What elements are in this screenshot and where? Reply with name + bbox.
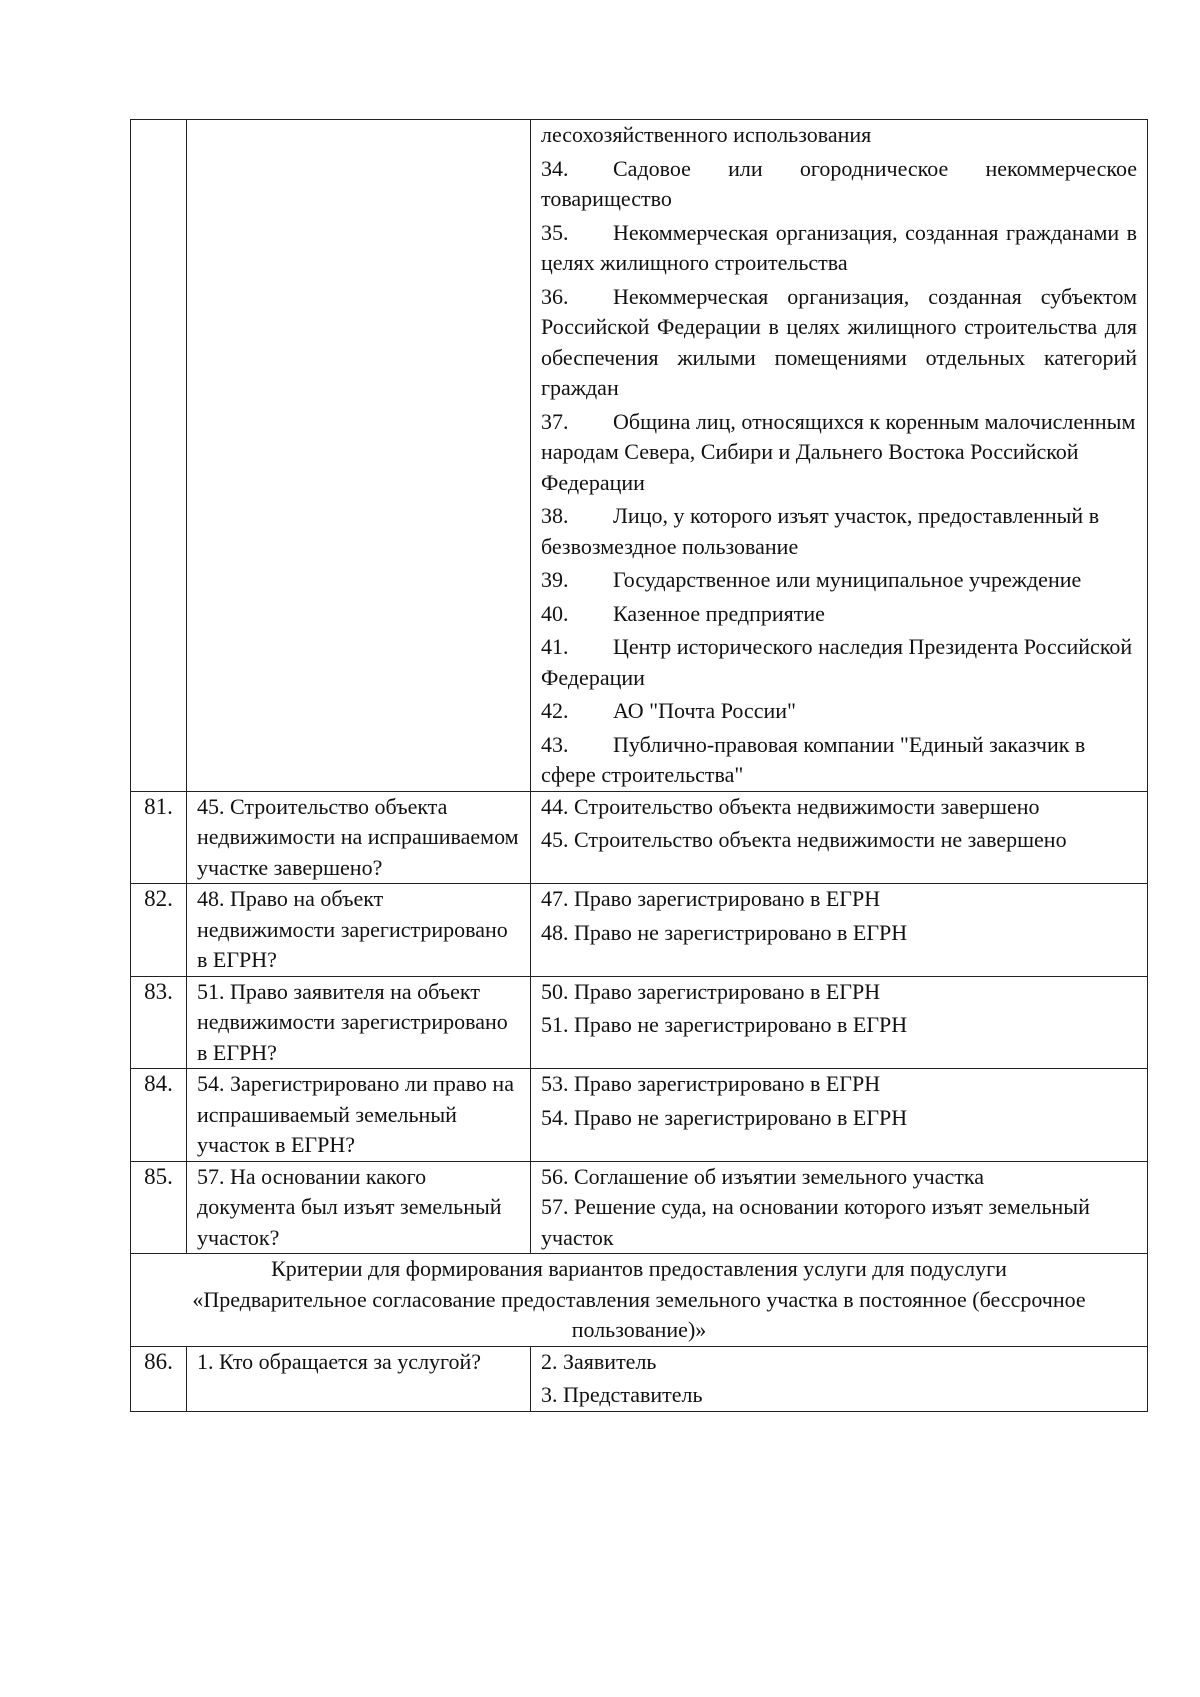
section-header (131, 1254, 1148, 1347)
answer-option: 2. Заявитель (541, 1348, 657, 1374)
question-cell: 1. Кто обращается за услугой? (187, 1346, 531, 1411)
row-number-cell (131, 120, 187, 792)
answers-cell (531, 976, 1148, 1069)
answers-cell (531, 1069, 1148, 1162)
question-cell: 45. Строительство объекта недвижимости на испрашиваемом участке завершено? (187, 791, 531, 884)
answer-option: 56. Соглашение об изъятии земельного участка (541, 1163, 985, 1189)
answer-option: 50. Право зарегистрировано в ЕГРН (541, 978, 881, 1004)
answer-option: 51. Право не зарегистрировано в ЕГРН (541, 1012, 908, 1037)
question-cell: 48. Право на объект недвижимости зарегистрировано в ЕГРН? (187, 884, 531, 977)
list-item: 36. Некоммерческая организация, созданная субъектом Российской Федерации в целях жилищного строительства для обеспечения жилыми помещениями отдельных категорий граждан (541, 283, 1137, 400)
answers-cell (531, 791, 1148, 884)
section-header-row (131, 1254, 1148, 1347)
answer-option: 57. Решение суда, на основании которого изъят земельный участок (541, 1194, 1090, 1250)
table-row (131, 1069, 1148, 1162)
answer-option: 53. Право зарегистрировано в ЕГРН (541, 1071, 881, 1096)
list-item: лесохозяйственного использования (541, 122, 872, 147)
answer-option: 47. Право зарегистрировано в ЕГРН (541, 886, 881, 911)
list-item: 35. Некоммерческая организация, созданная гражданами в целях жилищного строительства (541, 219, 1137, 275)
section-header-line: «Предварительное согласование предоставления земельного участка в постоянное (бессрочное пользование)» (192, 1286, 1086, 1342)
question-cell: 57. На основании какого документа был изъят земельный участок? (187, 1161, 531, 1254)
list-item: 43. Публично-правовая компании "Единый заказчик в сфере строительства" (541, 731, 1086, 787)
answer-option: 54. Право не зарегистрировано в ЕГРН (541, 1104, 908, 1130)
list-item: 39. Государственное или муниципальное учреждение (541, 567, 1082, 592)
row-number: 82. (131, 884, 187, 977)
row-number: 85. (131, 1161, 187, 1254)
answers-cell (531, 1161, 1148, 1254)
row-number: 86. (131, 1346, 187, 1411)
table-row (131, 1161, 1148, 1254)
question-cell: 54. Зарегистрировано ли право на испрашиваемый земельный участок в ЕГРН? (187, 1069, 531, 1162)
question-cell: 51. Право заявителя на объект недвижимости зарегистрировано в ЕГРН? (187, 976, 531, 1069)
table-row (131, 884, 1148, 977)
list-item: 40. Казенное предприятие (541, 600, 825, 626)
list-item: 34. Садовое или огородническое некоммерческое товарищество (541, 155, 1137, 211)
list-item: 41. Центр исторического наследия Президента Российской Федерации (541, 634, 1133, 690)
table-row-continuation (131, 120, 1148, 792)
table-row (131, 1346, 1148, 1411)
list-item: 38. Лицо, у которого изъят участок, предоставленный в безвозмездное пользование (541, 503, 1100, 559)
list-item: 42. АО "Почта России" (541, 698, 796, 723)
criteria-table (130, 119, 1148, 1412)
answer-option: 3. Представитель (541, 1382, 703, 1407)
row-number: 84. (131, 1069, 187, 1162)
question-cell (187, 120, 531, 792)
answer-option: 45. Строительство объекта недвижимости не завершено (541, 827, 1067, 852)
table-row (131, 791, 1148, 884)
answers-cell (531, 884, 1148, 977)
row-number: 83. (131, 976, 187, 1069)
section-header-line: Критерии для формирования вариантов предоставления услуги для подуслуги (271, 1256, 1007, 1281)
answers-cell (531, 120, 1148, 792)
answer-option: 48. Право не зарегистрировано в ЕГРН (541, 919, 908, 945)
answer-option: 44. Строительство объекта недвижимости завершено (541, 793, 1040, 819)
answers-cell (531, 1346, 1148, 1411)
table-row (131, 976, 1148, 1069)
list-item: 37. Община лиц, относящихся к коренным малочисленным народам Севера, Сибири и Дальнего Востока Российской Федерации (541, 408, 1136, 495)
row-number: 81. (131, 791, 187, 884)
